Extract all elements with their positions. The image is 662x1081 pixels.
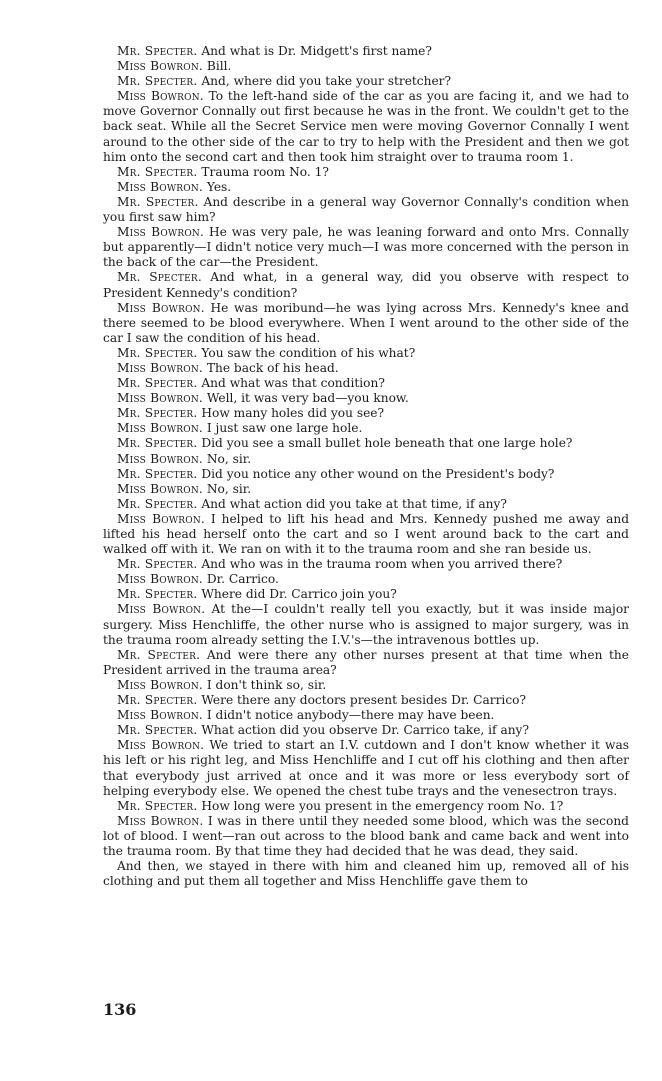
testimony-paragraph — [103, 44, 629, 59]
testimony-paragraph — [103, 693, 629, 708]
testimony-text: At the—I couldn't really tell you exactly, but it was inside major surgery. Miss Henchliffe, the other nurse who is assigned to major surgery, was in the trauma room already setting the I.V.'s—the intravenous bottles up. — [103, 602, 629, 647]
testimony-text: And what, in a general way, did you observe with respect to President Kennedy's condition? — [103, 270, 629, 300]
speaker-label: Mr. Specter. — [117, 44, 198, 58]
speaker-label: Mr. Specter. — [117, 647, 201, 662]
speaker-label: Miss Bowron. — [117, 391, 203, 406]
testimony-text: And then, we stayed in there with him and cleaned him up, removed all of his clothing and put them all together and Miss Henchliffe gave them to — [103, 859, 629, 889]
testimony-paragraph — [103, 557, 629, 572]
speaker-label: Mr. Specter. — [117, 436, 198, 451]
speaker-label: Mr. Specter. — [117, 345, 198, 360]
testimony-paragraph — [103, 346, 629, 361]
speaker-label: Miss Bowron. — [117, 708, 203, 723]
speaker-label: Mr. Specter. — [117, 466, 198, 481]
testimony-text: Well, it was very bad—you know. — [206, 391, 409, 406]
testimony-paragraph — [103, 59, 629, 74]
testimony-text: I was in there until they needed some blood, which was the second lot of blood. I went—ran out across to the blood bank and came back and went into the trauma room. By that time they had decided that he was dead, they said. — [103, 813, 629, 858]
testimony-paragraph — [103, 467, 629, 482]
testimony-paragraph — [103, 587, 629, 602]
testimony-paragraph — [103, 572, 629, 587]
speaker-label: Mr. Specter. — [117, 406, 198, 421]
speaker-label: Mr. Specter. — [117, 693, 198, 708]
speaker-label: Mr. Specter. — [117, 798, 198, 813]
testimony-paragraph — [103, 678, 629, 693]
testimony-text: The back of his head. — [206, 360, 339, 375]
speaker-label: Mr. Specter. — [117, 723, 198, 738]
testimony-text: No, sir. — [206, 481, 252, 496]
speaker-label: Mr. Specter. — [117, 376, 198, 391]
testimony-paragraph — [103, 648, 629, 678]
testimony-text: We tried to start an I.V. cutdown and I don't know whether it was his left or his right leg, and Miss Henchliffe and I cut off his clothing and then after that everybody just arrived at once and it was more or less everybody sort of helping everybody else. We opened the chest tube trays and the venesectron trays. — [103, 738, 629, 798]
testimony-paragraph — [103, 814, 629, 859]
testimony-text: And what action did you take at that time, if any? — [201, 496, 507, 511]
speaker-label: Mr. Specter. — [117, 587, 198, 602]
testimony-paragraph — [103, 452, 629, 467]
testimony-paragraph — [103, 859, 629, 889]
testimony-text: To the left-hand side of the car as you are facing it, and we had to move Governor Connally out first because he was in the front. We couldn't get to the back seat. While all the Secret Service men were moving Governor Connally I went around to the other side of the car to try to help with the President and then we got him onto the second cart and then took him straight over to trauma room 1. — [103, 89, 629, 164]
speaker-label: Miss Bowron. — [117, 59, 203, 74]
testimony-paragraph — [103, 74, 629, 89]
testimony-paragraph — [103, 436, 629, 451]
testimony-paragraph — [103, 225, 629, 270]
testimony-paragraph — [103, 270, 629, 300]
speaker-label: Mr. Specter. — [117, 194, 199, 209]
speaker-label: Miss Bowron. — [117, 572, 203, 587]
testimony-paragraph — [103, 89, 629, 164]
speaker-label: Miss Bowron. — [117, 179, 203, 194]
testimony-paragraph — [103, 180, 629, 195]
testimony-paragraph — [103, 512, 629, 557]
testimony-text: And what was that condition? — [201, 376, 385, 391]
speaker-label: Miss Bowron. — [117, 602, 206, 617]
speaker-label: Miss Bowron. — [117, 677, 203, 692]
speaker-label: Miss Bowron. — [117, 738, 205, 753]
speaker-label: Miss Bowron. — [117, 360, 203, 375]
testimony-text: I didn't notice anybody—there may have been. — [206, 708, 495, 723]
testimony-text: And were there any other nurses present at that time when the President arrived in the trauma area? — [103, 647, 629, 677]
testimony-text: Yes. — [206, 179, 232, 194]
testimony-text: Dr. Carrico. — [206, 572, 279, 587]
testimony-paragraph — [103, 406, 629, 421]
testimony-text: Did you see a small bullet hole beneath that one large hole? — [201, 436, 573, 451]
speaker-label: Miss Bowron. — [117, 813, 204, 828]
speaker-label: Miss Bowron. — [117, 225, 205, 240]
testimony-paragraph — [103, 723, 629, 738]
testimony-text: How long were you present in the emergency room No. 1? — [201, 798, 564, 813]
testimony-text: I helped to lift his head and Mrs. Kennedy pushed me away and lifted his head herself onto the cart and so I went around back to the cart and walked off with it. We ran on with it to the trauma room and she ran beside us. — [103, 511, 629, 557]
speaker-label: Mr. Specter. — [117, 270, 202, 285]
testimony-text: Where did Dr. Carrico join you? — [201, 587, 397, 602]
testimony-paragraph — [103, 301, 629, 346]
speaker-label: Miss Bowron. — [117, 481, 203, 496]
testimony-paragraph — [103, 482, 629, 497]
testimony-paragraph — [103, 376, 629, 391]
speaker-label: Miss Bowron. — [117, 89, 204, 104]
testimony-text: And describe in a general way Governor Connally's condition when you first saw him? — [103, 194, 629, 225]
testimony-text: Did you notice any other wound on the President's body? — [201, 466, 555, 481]
testimony-paragraph — [103, 799, 629, 814]
speaker-label: Mr. Specter. — [117, 496, 198, 511]
speaker-label: Miss Bowron. — [117, 421, 203, 436]
speaker-label: Miss Bowron. — [117, 451, 203, 466]
testimony-paragraph — [103, 708, 629, 723]
testimony-text: And who was in the trauma room when you arrived there? — [201, 557, 563, 572]
testimony-text: I don't think so, sir. — [206, 677, 327, 692]
speaker-label: Mr. Specter. — [117, 74, 198, 89]
testimony-text: He was moribund—he was lying across Mrs. Kennedy's knee and there seemed to be blood everywhere. When I went around to the other side of the car I saw the condition of his head. — [103, 300, 629, 345]
testimony-paragraph — [103, 165, 629, 180]
testimony-text: I just saw one large hole. — [206, 421, 363, 436]
speaker-label: Miss Bowron. — [117, 511, 205, 526]
speaker-label: Mr. Specter. — [117, 164, 198, 179]
testimony-paragraph — [103, 391, 629, 406]
testimony-text: No, sir. — [206, 451, 252, 466]
testimony-paragraph — [103, 195, 629, 225]
testimony-text: And, where did you take your stretcher? — [201, 74, 452, 89]
testimony-paragraph — [103, 602, 629, 647]
testimony-text: You saw the condition of his what? — [201, 345, 416, 360]
testimony-paragraph — [103, 497, 629, 512]
speaker-label: Mr. Specter. — [117, 557, 198, 572]
testimony-text: How many holes did you see? — [201, 406, 385, 421]
transcript-body — [103, 44, 629, 889]
testimony-text: He was very pale, he was leaning forward and onto Mrs. Connally but apparently—I didn't notice very much—I was more concerned with the person in the back of the car—the President. — [103, 225, 630, 270]
testimony-text: Trauma room No. 1? — [201, 164, 329, 179]
testimony-paragraph — [103, 421, 629, 436]
testimony-text: Were there any doctors present besides Dr. Carrico? — [201, 693, 527, 708]
testimony-text: What action did you observe Dr. Carrico take, if any? — [201, 723, 529, 738]
testimony-text: And what is Dr. Midgett's first name? — [201, 44, 432, 58]
testimony-text: Bill. — [206, 59, 232, 74]
page-number: 136 — [103, 1000, 137, 1019]
testimony-paragraph — [103, 361, 629, 376]
speaker-label: Miss Bowron. — [117, 300, 205, 315]
testimony-paragraph — [103, 738, 629, 798]
